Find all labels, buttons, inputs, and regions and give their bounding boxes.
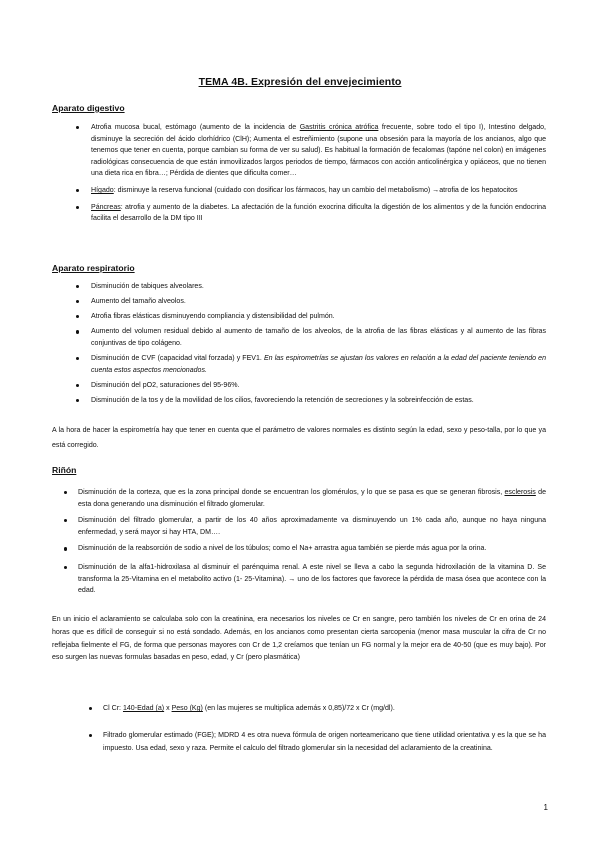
- bullet-icon: [64, 519, 67, 522]
- fge-item: [103, 730, 546, 756]
- item-text: Disminución de la reabsorción de sodio a nivel de los túbulos; como el Na+ arrastra agua también se pierde más agua por la orina.: [78, 545, 487, 553]
- item-text: de esta dona generando una disminución el filtrado glomerular.: [78, 489, 546, 508]
- list-item: [91, 353, 546, 376]
- bullet-icon: [64, 566, 67, 569]
- list-item: [91, 296, 546, 308]
- list-item: [78, 515, 546, 538]
- item-text: Disminución de la tos y de la movilidad de los cilios, favoreciendo la retención de secreciones y la sobreinfección de estas.: [91, 396, 474, 404]
- bullet-icon: [76, 384, 79, 387]
- item-text: : disminuye la reserva funcional (cuidado con dosificar los fármacos, hay un cambio del metabolismo) →atrofia de los hepatocitos: [113, 186, 518, 194]
- item-text: : atrofia y aumento de la diabetes. La afectación de la función exocrina dificulta la digestión de los alimentos y de la función endocrina facilita el desarrollo de la DM tipo III: [91, 203, 546, 223]
- formula-item: [103, 703, 546, 715]
- page-number: 1: [543, 803, 548, 812]
- list-item: [78, 487, 546, 510]
- section-heading-rinon: Riñón: [52, 465, 77, 475]
- bullet-icon: [76, 300, 79, 303]
- item-text: frecuente, sobre todo el tipo I), Intestino delgado, disminuye la secreción del ácido clorhídrico (ClH); Aumenta el estreñimiento (supone una obsesión para la mayoría de los ancianos, algo que tenemos que tener en cuenta, porque cambian su forma de ver su salud). Es habitual la formación de fecalomas (tapóne nel colon) en imágenes radiológicas consecuencia de que están inmovilizados largos periodos de tiempo, fármacos con acción anticolinérgica y opiáceos, que no tienen una dieta rica en fibra…; Pérdida de dientes que dificulta comer…: [91, 124, 546, 178]
- item-term: Páncreas: [91, 203, 121, 211]
- item-term: Hígado: [91, 186, 114, 194]
- respiratorio-list: [91, 281, 546, 406]
- formula-term: 140-Edad (a): [122, 705, 165, 712]
- item-text: Disminución del filtrado glomerular, a partir de los 40 años aproximadamente va disminuyendo un 1% cada año, aunque no haya ninguna enfermedad, y será mayor si hay HTA, DM….: [78, 517, 546, 536]
- bullet-icon: [76, 330, 79, 333]
- respiratorio-paragraph: A la hora de hacer la espirometría hay que tener en cuenta que el parámetro de valores normales es distinto según la edad, sexo y peso-talla, por lo que ya está corregido.: [52, 427, 546, 449]
- list-item: [78, 562, 546, 597]
- item-text: Disminución de la alfa1-hidroxilasa al disminuir el parénquima renal. A este nivel se lleva a cabo la segunda hidroxilación de la vitamina D. Se transforma la 25-Vitamina en el metabolito activo (1- 25-Vitamina). → uno de los factores que favorece la pérdida de masa ósea que acontece con la edad.: [78, 563, 546, 595]
- list-item: [91, 122, 546, 180]
- rinon-list: [78, 487, 546, 597]
- list-item: [91, 281, 546, 293]
- list-item: [91, 395, 546, 407]
- section-heading-respiratorio: Aparato respiratorio: [52, 263, 135, 273]
- bullet-icon: [89, 734, 92, 737]
- item-text: Aumento del tamaño alveolos.: [91, 298, 186, 306]
- bullet-icon: [76, 315, 79, 318]
- item-italic-note: En las espirometrías se ajustan los valores en relación a la edad del paciente teniendo en cuenta estos aspectos mencionados.: [91, 354, 547, 374]
- bullet-icon: [76, 285, 79, 288]
- item-text: Filtrado glomerular estimado (FGE); MDRD 4 es otra nueva fórmula de origen norteamericano que tiene utilidad orientativa y es la que se ha impuesto. Usa edad, sexo y raza. Permite el calculo del filtrado glomerular sin la necesidad del aclaramiento de la creatinina.: [103, 732, 546, 752]
- rinon-paragraph: En un inicio el aclaramiento se calculaba solo con la creatinina, era necesarios los niveles ce Cr en sangre, pero también los niveles de Cr en orina de 24 horas que es difícil de conseguir si no está sondado. Además, en los ancianos como presentan cierta sarcopenia (menor masa muscular la cifra de Cr no reflejaba fielmente el FG, de forma que personas mayores con Cr de 1,2 creíamos que tenían un FG normal y la mejor era de 40-50 (que es muy bajo). Por eso surgen las nuevas formulas basadas en peso, edad, y Cr (pero plasmática): [52, 616, 546, 662]
- bullet-icon: [76, 357, 79, 360]
- list-item: [91, 326, 546, 349]
- formula-text: x: [164, 705, 172, 712]
- bullet-icon: [76, 189, 79, 192]
- bullet-icon: [64, 491, 67, 494]
- item-text: Atrofia fibras elásticas disminuyendo compliancia y distensibilidad del pulmón.: [91, 313, 335, 321]
- bullet-icon: [64, 547, 67, 550]
- list-item: [91, 311, 546, 323]
- item-text: Disminución de tabiques alveolares.: [91, 283, 204, 290]
- formula-term: Peso (Kg): [171, 705, 203, 712]
- list-item: [91, 380, 546, 392]
- list-item: [91, 202, 546, 225]
- item-term: Gastritis crónica atrófica: [299, 124, 379, 131]
- bullet-icon: [89, 707, 92, 710]
- item-text: Aumento del volumen residual debido al aumento de tamaño de los alveolos, de la atrofia de las fibras elásticas y al aumento de las fibras conjuntivas de tipo colágeno.: [91, 328, 546, 347]
- formula-text: Cl Cr:: [103, 705, 123, 712]
- item-text: Atrofia mucosa bucal, estómago (aumento de la incidencia de: [91, 124, 300, 131]
- formula-text: (en las mujeres se multiplica además x 0,85)/72 x Cr (mg/dl).: [202, 705, 395, 712]
- list-item: [78, 543, 546, 555]
- digestivo-list: [91, 122, 546, 225]
- bullet-icon: [76, 126, 79, 129]
- list-item: [91, 185, 546, 197]
- item-term: esclerosis: [504, 489, 536, 496]
- bullet-icon: [76, 399, 79, 402]
- item-text: Disminución del pO2, saturaciones del 95-96%.: [91, 381, 240, 389]
- item-text: Disminución de CVF (capacidad vital forzada) y FEV1.: [91, 354, 264, 362]
- bullet-icon: [76, 206, 79, 209]
- section-heading-digestivo: Aparato digestivo: [52, 103, 125, 113]
- document-title: TEMA 4B. Expresión del envejecimiento: [198, 76, 402, 88]
- item-text: Disminución de la corteza, que es la zona principal donde se encuentran los glomérulos, y lo que se pasa es que se generan fibrosis,: [78, 489, 505, 496]
